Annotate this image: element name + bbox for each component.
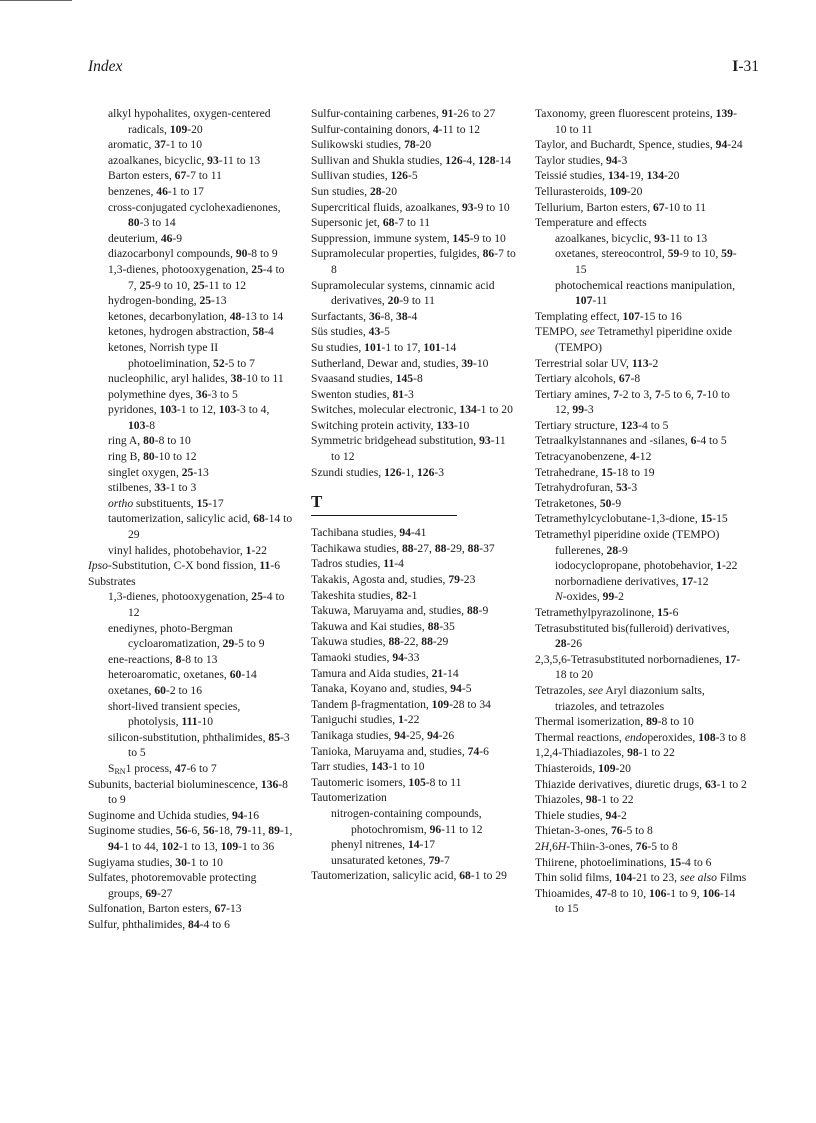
index-entry: 1,3-dienes, photooxygenation, 25-4 to 12 (108, 590, 285, 619)
index-entry: Tetrasubstituted bis(fulleroid) derivatives, 28-26 (535, 621, 730, 651)
index-entry: Tertiary alcohols, 67-8 (535, 372, 641, 386)
index-entry: TEMPO, see Tetramethyl piperidine oxide (TEMPO) (535, 325, 732, 354)
index-entry: benzenes, 46-1 to 17 (108, 184, 204, 198)
index-entry: pyridones, 103-1 to 12, 103-3 to 4, 103-8 (108, 403, 270, 432)
index-entry: Tellurasteroids, 109-20 (535, 184, 643, 198)
entries-col3 (535, 106, 747, 917)
index-entry: heteroaromatic, oxetanes, 60-14 (108, 668, 257, 682)
index-entry: Tautomeric isomers, 105-8 to 11 (311, 775, 462, 789)
index-entry: Sullivan and Shukla studies, 126-4, 128-14 (311, 153, 512, 167)
index-entry: Tetramethyl piperidine oxide (TEMPO) (535, 528, 720, 542)
entries-col1 (88, 106, 293, 932)
index-entry: Thioamides, 47-8 to 10, 106-1 to 9, 106-14 to 15 (535, 886, 736, 916)
index-entry: azoalkanes, bicyclic, 93-11 to 13 (108, 153, 261, 167)
index-entry: Terrestrial solar UV, 113-2 (535, 356, 659, 370)
index-entry: Swenton studies, 81-3 (311, 387, 414, 401)
index-entry: Thiele studies, 94-2 (535, 808, 627, 822)
index-entry: Subunits, bacterial bioluminescence, 136-8 to 9 (88, 777, 288, 807)
index-entry: Takakis, Agosta and, studies, 79-23 (311, 573, 476, 587)
index-entry: Sulfates, photoremovable protecting groups, 69-27 (88, 871, 257, 900)
index-entry: Sulfur-containing carbenes, 91-26 to 27 (311, 107, 496, 120)
index-entry: diazocarbonyl compounds, 90-8 to 9 (108, 247, 278, 261)
index-entry: enediynes, photo-Bergman cycloaromatization, 29-5 to 9 (108, 621, 265, 651)
index-entry: Thiazide derivatives, diuretic drugs, 63-1 to 2 (535, 777, 747, 791)
index-entry: Thermal reactions, endoperoxides, 108-3 to 8 (535, 730, 746, 744)
index-entry: Suginome and Uchida studies, 94-16 (88, 808, 259, 822)
running-header-title: Index (88, 58, 123, 75)
index-entry: Sulfur-containing donors, 4-11 to 12 (311, 122, 481, 136)
index-entry: ketones, decarbonylation, 48-13 to 14 (108, 309, 284, 323)
index-entry: Tetraketones, 50-9 (535, 496, 622, 510)
index-entry: Tautomerization, salicylic acid, 68-1 to 29 (311, 869, 507, 883)
index-entry: Tetramethylpyrazolinone, 15-6 (535, 606, 679, 619)
index-entry: Takuwa, Maruyama and, studies, 88-9 (311, 604, 489, 618)
index-entry: Supersonic jet, 68-7 to 11 (311, 216, 431, 230)
index-entry: Sugiyama studies, 30-1 to 10 (88, 855, 223, 869)
index-entry: Thiirene, photoeliminations, 15-4 to 6 (535, 855, 712, 869)
index-entry: Tetrazoles, see Aryl diazonium salts, triazoles, and tetrazoles (535, 683, 705, 713)
index-entry: Templating effect, 107-15 to 16 (535, 309, 682, 323)
index-entry: silicon-substitution, phthalimides, 85-3 to 5 (108, 730, 290, 760)
index-entry: Sulfonation, Barton esters, 67-13 (88, 902, 242, 916)
index-entry: Tellurium, Barton esters, 67-10 to 11 (535, 200, 707, 214)
index-entry: ketones, hydrogen abstraction, 58-4 (108, 325, 274, 339)
index-entry: Tachibana studies, 94-41 (311, 526, 427, 540)
index-entry: Thin solid films, 104-21 to 23, see also Films (535, 871, 747, 885)
page-number-prefix: I (732, 58, 739, 75)
index-entry: aromatic, 37-1 to 10 (108, 138, 203, 152)
index-column-3 (535, 106, 747, 917)
index-entry: Substrates (88, 574, 136, 588)
index-entry: Tandem β-fragmentation, 109-28 to 34 (311, 697, 491, 711)
index-entry: vinyl halides, photobehavior, 1-22 (108, 543, 267, 557)
index-entry: Tarr studies, 143-1 to 10 (311, 760, 425, 774)
index-entry: 1,3-dienes, photooxygenation, 25-4 to 7, 25-9 to 10, 25-11 to 12 (108, 262, 285, 292)
index-entry: ketones, Norrish type II photoelimination, 52-5 to 7 (108, 340, 255, 370)
index-entry: Sulikowski studies, 78-20 (311, 138, 432, 152)
index-entry: tautomerization, salicylic acid, 68-14 to 29 (108, 512, 293, 542)
index-entry: Supercritical fluids, azoalkanes, 93-9 to 10 (311, 200, 510, 214)
index-entry: Ipso-Substitution, C-X bond fission, 11-6 (88, 559, 280, 573)
index-entry: $S_{RN}1$ process, 47-6 to 7 (108, 761, 217, 776)
index-entry: Tertiary amines, 7-2 to 3, 7-5 to 6, 7-10 to 12, 99-3 (535, 387, 730, 417)
index-entry: Temperature and effects (535, 216, 647, 230)
index-entry: Taniguchi studies, 1-22 (311, 713, 420, 727)
index-entry: Tertiary structure, 123-4 to 5 (535, 418, 669, 432)
entries-col2a (311, 106, 516, 480)
index-entry: phenyl nitrenes, 14-17 (331, 838, 436, 852)
index-entry: Symmetric bridgehead substitution, 93-11 to 12 (311, 434, 506, 464)
index-column-2 (311, 106, 516, 884)
index-entry: Supramolecular systems, cinnamic acid derivatives, 20-9 to 11 (311, 278, 495, 308)
index-entry: Taylor, and Buchardt, Spence, studies, 94-24 (535, 138, 743, 152)
index-entry: Taylor studies, 94-3 (535, 153, 628, 167)
index-entry: Tachikawa studies, 88-27, 88-29, 88-37 (311, 541, 495, 555)
index-entry: 1,2,4-Thiadiazoles, 98-1 to 22 (535, 746, 675, 760)
index-entry: ene-reactions, 8-8 to 13 (108, 652, 218, 666)
index-entry: Thiazoles, 98-1 to 22 (535, 793, 634, 807)
index-entry: ortho substituents, 15-17 (108, 496, 224, 510)
index-entry: Takuwa and Kai studies, 88-35 (311, 619, 455, 633)
index-entry: Tanikaga studies, 94-25, 94-26 (311, 728, 455, 742)
index-column-1 (88, 106, 293, 932)
index-entry: Tanioka, Maruyama and, studies, 74-6 (311, 744, 489, 758)
index-entry: Teissié studies, 134-19, 134-20 (535, 169, 680, 183)
index-entry: hydrogen-bonding, 25-13 (108, 294, 227, 308)
index-entry: alkyl hypohalites, oxygen-centered radicals, 109-20 (108, 107, 271, 136)
index-entry: Surfactants, 36-8, 38-4 (311, 309, 418, 323)
index-entry: Suppression, immune system, 145-9 to 10 (311, 231, 506, 245)
index-entry: Thermal isomerization, 89-8 to 10 (535, 715, 694, 729)
section-gap (311, 480, 516, 492)
section-letter-heading: T (311, 492, 457, 516)
index-entry: N-oxides, 99-2 (555, 590, 624, 604)
index-entry: photochemical reactions manipulation, 107-11 (555, 278, 735, 308)
index-entry: azoalkanes, bicyclic, 93-11 to 13 (555, 231, 708, 245)
index-entry: Tetraalkylstannanes and -silanes, 6-4 to 5 (535, 434, 727, 448)
index-entry: Tamura and Aida studies, 21-14 (311, 666, 459, 680)
index-entry: oxetanes, stereocontrol, 59-9 to 10, 59-15 (555, 247, 737, 276)
index-entry: Suginome studies, 56-6, 56-18, 79-11, 89-1, 94-1 to 44, 102-1 to 13, 109-1 to 36 (88, 824, 293, 853)
entries-col2b (311, 525, 516, 884)
index-entry: Tetracyanobenzene, 4-12 (535, 450, 652, 464)
index-entry: Sun studies, 28-20 (311, 184, 398, 198)
index-entry: Thietan-3-ones, 76-5 to 8 (535, 824, 653, 838)
index-entry: Thiasteroids, 109-20 (535, 761, 631, 775)
index-entry: Sutherland, Dewar and, studies, 39-10 (311, 356, 489, 370)
index-entry: Takeshita studies, 82-1 (311, 588, 418, 602)
index-entry: ring A, 80-8 to 10 (108, 434, 191, 448)
index-entry: cross-conjugated cyclohexadienones, 80-3 to 14 (108, 200, 281, 230)
index-entry: Sulfur, phthalimides, 84-4 to 6 (88, 917, 230, 931)
index-entry: unsaturated ketones, 79-7 (331, 853, 450, 867)
index-entry: Süs studies, 43-5 (311, 325, 390, 339)
index-entry: Taxonomy, green fluorescent proteins, 139-10 to 11 (535, 107, 737, 136)
index-entry: Switching protein activity, 133-10 (311, 418, 470, 432)
index-entry: Takuwa studies, 88-22, 88-29 (311, 635, 449, 649)
index-entry: Supramolecular properties, fulgides, 86-7 to 8 (311, 247, 516, 276)
index-entry: norbornadiene derivatives, 17-12 (555, 574, 709, 588)
index-entry: nucleophilic, aryl halides, 38-10 to 11 (108, 372, 284, 386)
index-entry: Tautomerization (311, 791, 387, 805)
page-number-suffix: -31 (738, 58, 759, 75)
index-entry: Su studies, 101-1 to 17, 101-14 (311, 340, 457, 354)
index-entry: fullerenes, 28-9 (555, 543, 628, 557)
index-entry: oxetanes, 60-2 to 16 (108, 683, 203, 697)
index-entry: polymethine dyes, 36-3 to 5 (108, 387, 238, 401)
index-entry: singlet oxygen, 25-13 (108, 465, 209, 479)
index-entry: stilbenes, 33-1 to 3 (108, 481, 197, 495)
index-entry: Tamaoki studies, 94-33 (311, 651, 420, 664)
index-entry: Tetrahydrofuran, 53-3 (535, 481, 638, 495)
index-entry: 2H,6H-Thiin-3-ones, 76-5 to 8 (535, 839, 678, 853)
index-entry: short-lived transient species, photolysis, 111-10 (108, 699, 241, 729)
index-entry: Switches, molecular electronic, 134-1 to 20 (311, 403, 513, 417)
index-entry: Szundi studies, 126-1, 126-3 (311, 465, 445, 479)
index-entry: ring B, 80-10 to 12 (108, 450, 197, 464)
index-entry: Barton esters, 67-7 to 11 (108, 169, 222, 183)
index-entry: deuterium, 46-9 (108, 231, 183, 245)
index-entry: Tetramethylcyclobutane-1,3-dione, 15-15 (535, 512, 728, 526)
index-entry: Tadros studies, 11-4 (311, 557, 404, 571)
index-entry: Tanaka, Koyano and, studies, 94-5 (311, 682, 472, 696)
index-entry: nitrogen-containing compounds, photochromism, 96-11 to 12 (331, 806, 483, 836)
index-entry: 2,3,5,6-Tetrasubstituted norbornadienes, 17-18 to 20 (535, 652, 741, 682)
index-entry: Sullivan studies, 126-5 (311, 169, 418, 183)
index-entry: Svaasand studies, 145-8 (311, 372, 423, 386)
page-number (732, 58, 759, 76)
crop-mark-rule (0, 0, 72, 1)
index-entry: iodocyclopropane, photobehavior, 1-22 (555, 559, 738, 573)
index-entry: Tetrahedrane, 15-18 to 19 (535, 465, 655, 479)
